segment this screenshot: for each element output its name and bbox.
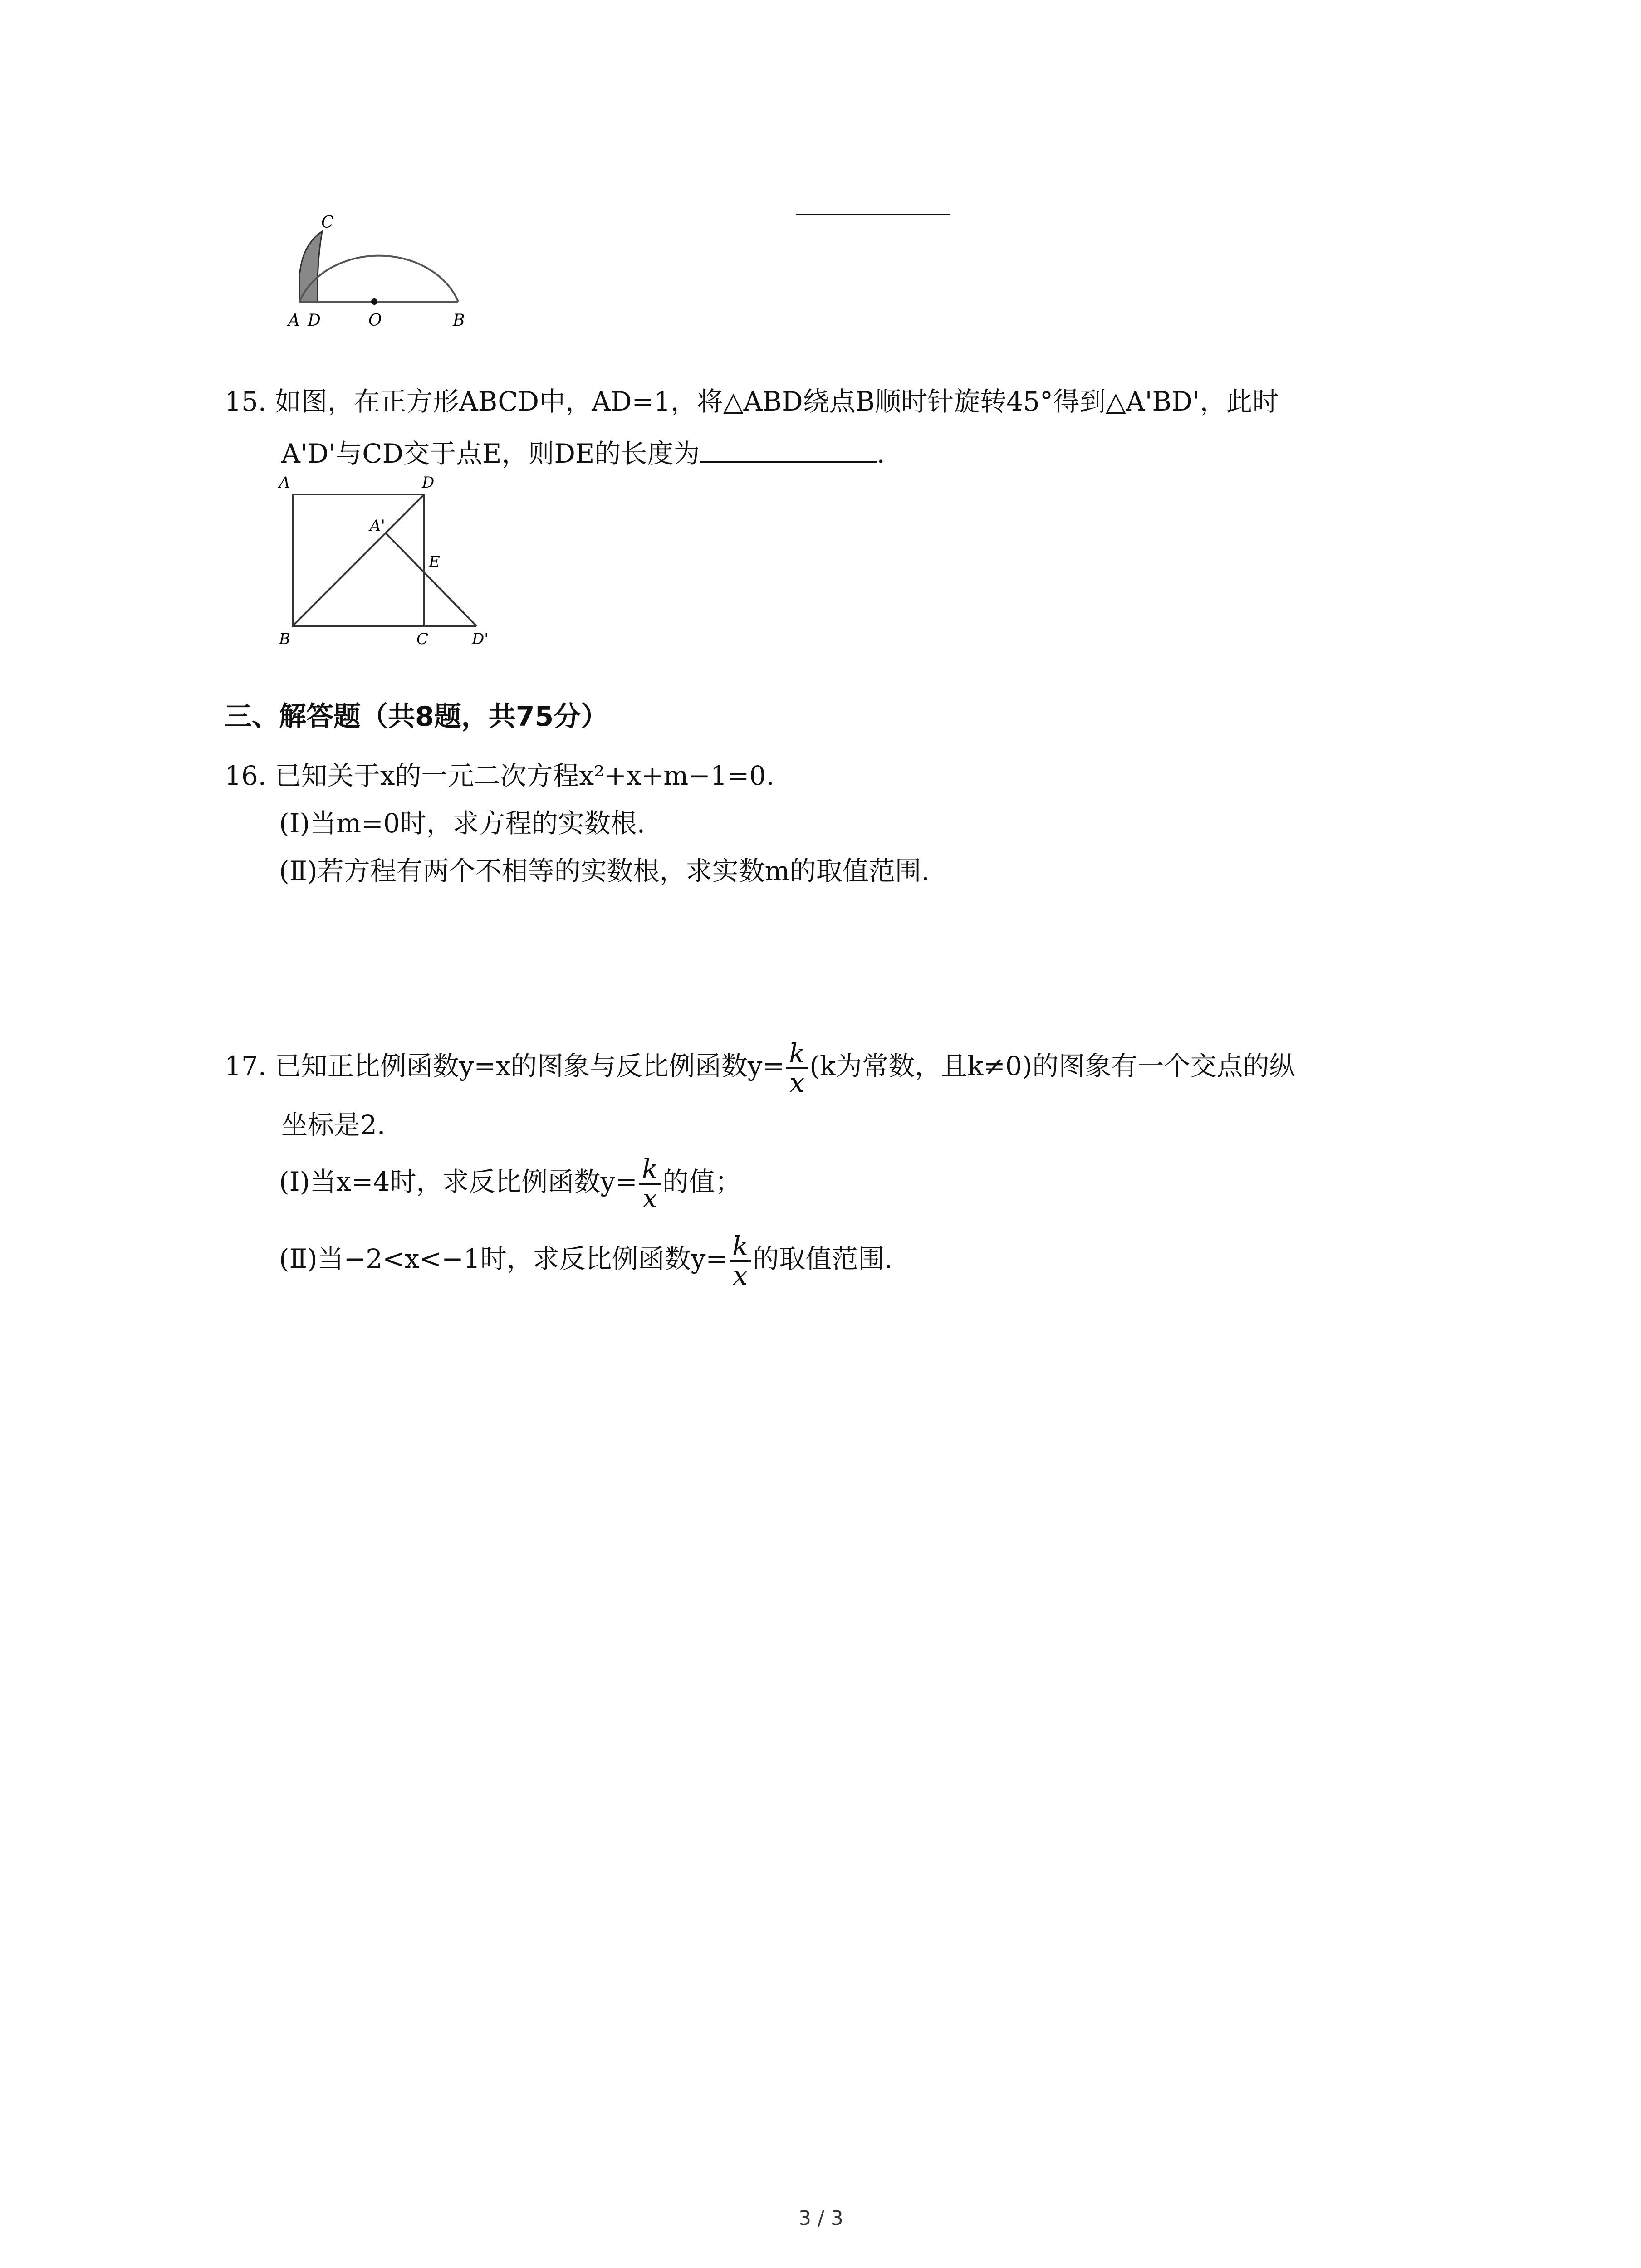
q16-stem-text: 已知关于x的一元二次方程x²+x+m−1=0.: [274, 760, 774, 791]
q15-square-figure: [272, 469, 508, 660]
frac-numerator: k: [730, 1232, 751, 1262]
q17-stem: [225, 1027, 1295, 1105]
label-C: C: [416, 630, 429, 648]
q15-text-line1: 如图，在正方形ABCD中，AD=1，将△ABD绕点B顺时针旋转45°得到△A'BD'，此时: [274, 386, 1279, 417]
q17-part1-text-end: 的值；: [662, 1166, 741, 1197]
semicircle-arc: [299, 256, 458, 302]
q14-answer-blank[interactable]: [796, 214, 950, 215]
q16-part1: (I)当m=0时，求方程的实数根.: [279, 808, 646, 839]
label-A: A: [279, 474, 290, 492]
q17-part1-text: (Ⅰ)当x=4时，求反比例函数y=: [279, 1166, 637, 1197]
frac-numerator: k: [786, 1040, 808, 1069]
label-A: A: [288, 311, 300, 330]
segment-A'D': [386, 533, 476, 626]
q16-stem: [225, 760, 774, 792]
q15-number: 15.: [225, 386, 267, 417]
label-B: B: [279, 630, 290, 648]
q15-text-line2: A'D'与CD交于点E，则DE的长度为: [281, 438, 700, 469]
q17-fraction-part2: [730, 1232, 751, 1290]
section3-heading: 三、解答题（共8题，共75分）: [225, 701, 608, 733]
q15-answer-blank[interactable]: [700, 461, 877, 463]
label-A-prime: A': [370, 517, 385, 535]
label-D: D: [422, 474, 435, 492]
label-D-prime: D': [472, 630, 489, 648]
label-B: B: [453, 311, 465, 330]
center-point: [371, 298, 377, 305]
label-D: D: [308, 311, 321, 330]
q16-part2: (Ⅱ)若方程有两个不相等的实数根，求实数m的取值范围.: [279, 855, 930, 886]
q17-number: 17.: [225, 1051, 267, 1081]
q15-line2: [281, 438, 885, 469]
q17-fraction-stem: [786, 1040, 808, 1097]
q17-part2-text: (Ⅱ)当−2<x<−1时，求反比例函数y=: [279, 1243, 728, 1274]
frac-denominator: x: [733, 1260, 748, 1291]
q17-part1: [279, 1143, 741, 1220]
label-C: C: [321, 213, 334, 232]
frac-numerator: k: [639, 1155, 661, 1185]
q14-semicircle-figure: [281, 209, 472, 336]
q17-stem-line2: 坐标是2.: [281, 1110, 386, 1140]
page-number: 3 / 3: [798, 2207, 843, 2230]
q15-text-line2-end: .: [877, 438, 885, 469]
diagonal-BD: [293, 494, 424, 626]
q16-number: 16.: [225, 760, 267, 791]
q17-stem-text: 已知正比例函数y=x的图象与反比例函数y=: [274, 1051, 785, 1081]
q17-part2-text-end: 的取值范围.: [753, 1243, 893, 1274]
frac-denominator: x: [789, 1067, 805, 1098]
label-E: E: [429, 553, 440, 571]
q17-fraction-part1: [639, 1155, 661, 1212]
q17-stem-text-end: (k为常数，且k≠0)的图象有一个交点的纵: [809, 1051, 1296, 1081]
shaded-region: [299, 231, 322, 302]
frac-denominator: x: [642, 1183, 657, 1214]
label-O: O: [368, 311, 382, 330]
q15-line1: [225, 386, 1279, 417]
q17-part2: [279, 1220, 893, 1297]
